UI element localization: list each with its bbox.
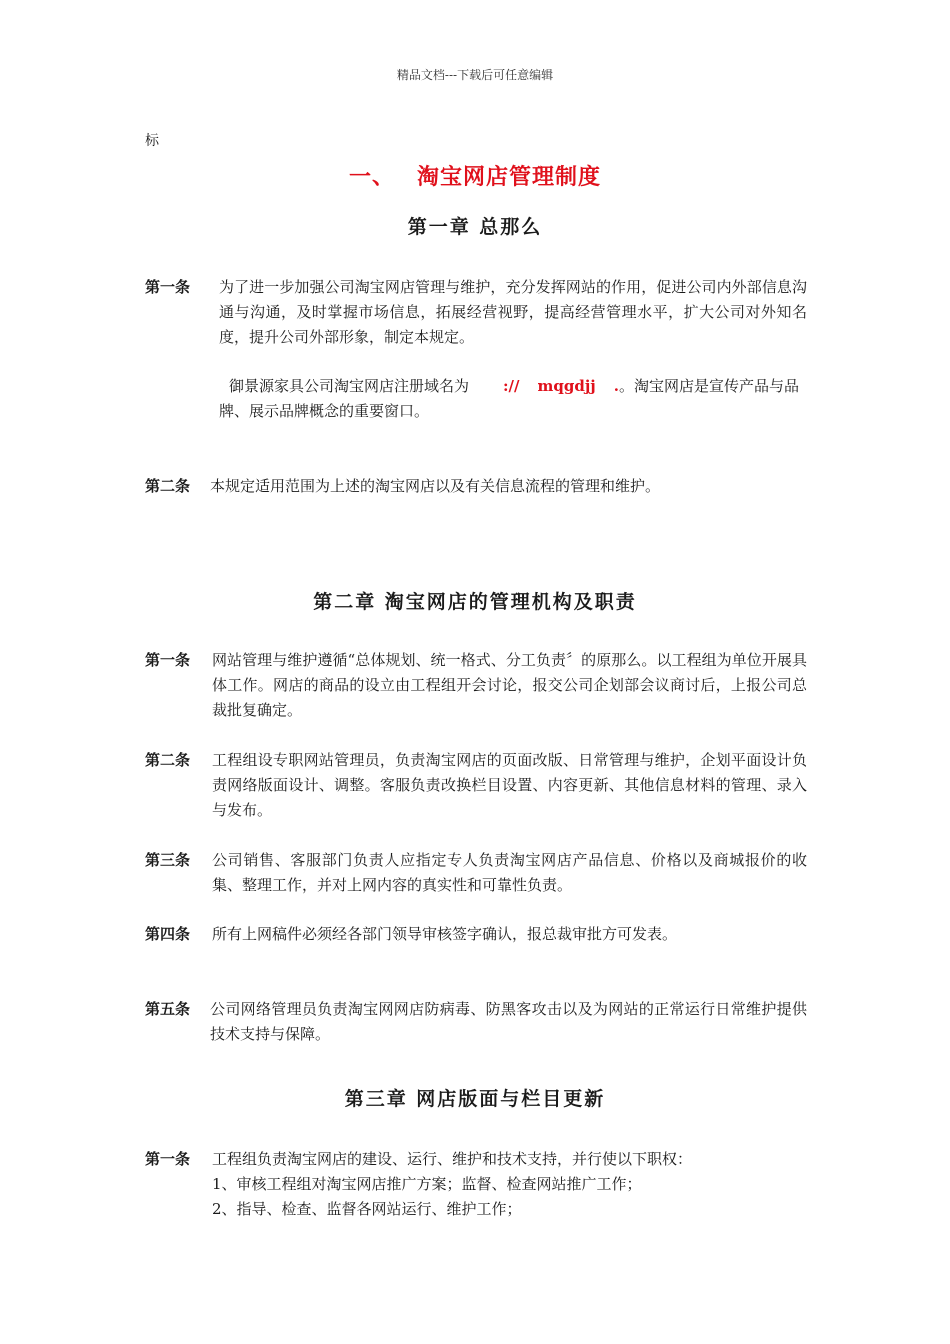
article-text: 本规定适用范围为上述的淘宝网店以及有关信息流程的管理和维护。 [210, 477, 661, 495]
chapter-3-title: 第三章 网店版面与栏目更新 [344, 1088, 606, 1110]
chapter-1-article-1 [145, 275, 807, 350]
article-label: 第四条 [145, 925, 191, 943]
article-text: 工程组负责淘宝网店的建设、运行、维护和技术支持，并行使以下职权： [212, 1150, 693, 1168]
stray-character: 标 [145, 133, 159, 149]
article-text: 工程组设专职网站管理员，负责淘宝网店的页面改版、日常管理与维护，企划平面设计负责网络版面设计、调整。客服负责改换栏目设置、内容更新、其他信息材料的管理、录入与发布。 [212, 751, 807, 819]
domain-protocol: :// [503, 377, 520, 395]
article-label: 第二条 [145, 477, 191, 495]
chapter-2-article-5 [145, 997, 807, 1047]
article-label: 第一条 [145, 1150, 191, 1168]
list-item: 1、审核工程组对淘宝网店推广方案；监督、检查网站推广工作； [212, 1175, 642, 1193]
article-text: 公司销售、客服部门负责人应指定专人负责淘宝网店产品信息、价格以及商城报价的收集、整理工作，并对上网内容的真实性和可靠性负责。 [212, 851, 807, 894]
article-label: 第五条 [145, 1000, 191, 1018]
chapter-1-article-2 [145, 474, 807, 499]
chapter-1-title: 第一章 总那么 [407, 216, 543, 238]
article-label: 第一条 [145, 278, 191, 296]
domain-lead: 御景源家具公司淘宝网店注册域名为 [229, 377, 470, 395]
domain-paragraph [219, 374, 807, 424]
article-text: 所有上网稿件必须经各部门领导审核签字确认，报总裁审批方可发表。 [212, 925, 678, 943]
article-text: 网站管理与维护遵循“总体规划、统一格式、分工负责〞的原那么。以工程组为单位开展具体工作。网店的商品的设立由工程组开会讨论，报交公司企划部会议商讨后，上报公司总裁批复确定。 [212, 651, 807, 719]
domain-tail: 。淘宝网店是宣传产品与品牌、展示品牌概念的重要窗口。 [219, 377, 799, 420]
header-note: 精品文档---下载后可任意编辑 [396, 68, 554, 82]
article-text: 为了进一步加强公司淘宝网店管理与维护，充分发挥网站的作用，促进公司内外部信息沟通与沟通，及时掌握市场信息，拓展经营视野，提高经营管理水平，扩大公司对外知名度，提升公司外部形象，制定本规定。 [219, 278, 807, 346]
article-text: 公司网络管理员负责淘宝网网店防病毒、防黑客攻击以及为网站的正常运行日常维护提供技术支持与保障。 [210, 1000, 807, 1043]
chapter-3-article-1 [145, 1147, 807, 1172]
list-item: 2、指导、检查、监督各网站运行、维护工作； [212, 1200, 522, 1218]
chapter-2-article-2 [145, 748, 807, 823]
article-label: 第一条 [145, 651, 191, 669]
chapter-2-article-4 [145, 922, 807, 947]
article-label: 第二条 [145, 751, 191, 769]
title-number: 一、 [348, 164, 395, 190]
domain-dot: . [613, 377, 619, 395]
title-text: 淘宝网店管理制度 [417, 164, 602, 190]
chapter-2-article-3 [145, 848, 807, 898]
document-title [0, 160, 950, 191]
article-label: 第三条 [145, 851, 191, 869]
chapter-2-title: 第二章 淘宝网店的管理机构及职责 [313, 591, 637, 613]
domain-name: mqgdjj [537, 377, 596, 395]
chapter-2-article-1 [145, 648, 807, 723]
